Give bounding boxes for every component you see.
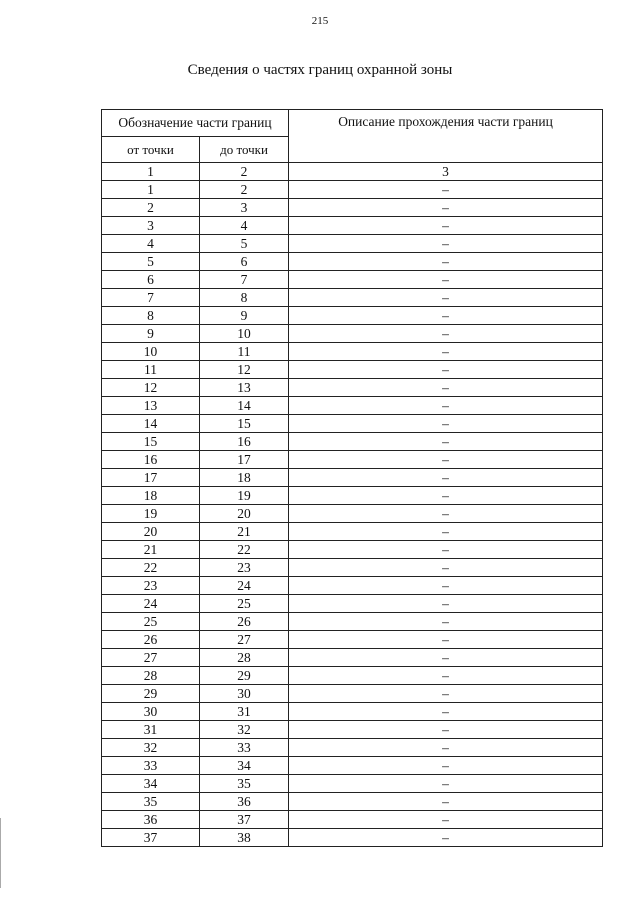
to-point-cell: 4 (200, 217, 289, 235)
description-cell: – (289, 289, 603, 307)
description-cell: – (289, 811, 603, 829)
table-row (102, 577, 603, 595)
header-from-point: от точки (102, 137, 200, 163)
table-row (102, 595, 603, 613)
from-point-cell: 6 (102, 271, 200, 289)
to-point-cell: 31 (200, 703, 289, 721)
to-point-cell: 35 (200, 775, 289, 793)
to-point-cell: 24 (200, 577, 289, 595)
description-cell: – (289, 307, 603, 325)
to-point-cell: 27 (200, 631, 289, 649)
table-row (102, 649, 603, 667)
from-point-cell: 29 (102, 685, 200, 703)
from-point-cell: 20 (102, 523, 200, 541)
description-cell: – (289, 343, 603, 361)
to-point-cell: 8 (200, 289, 289, 307)
to-point-cell: 16 (200, 433, 289, 451)
table-row (102, 379, 603, 397)
table-row (102, 613, 603, 631)
description-cell: – (289, 613, 603, 631)
from-point-cell: 11 (102, 361, 200, 379)
from-point-cell: 13 (102, 397, 200, 415)
description-cell: – (289, 667, 603, 685)
description-cell: – (289, 685, 603, 703)
from-point-cell: 28 (102, 667, 200, 685)
to-point-cell: 37 (200, 811, 289, 829)
table-row (102, 181, 603, 199)
from-point-cell: 25 (102, 613, 200, 631)
table-row (102, 361, 603, 379)
table-row (102, 703, 603, 721)
description-cell: – (289, 505, 603, 523)
to-point-cell: 34 (200, 757, 289, 775)
table-row (102, 775, 603, 793)
column-numbering-row (102, 163, 603, 181)
description-cell: – (289, 361, 603, 379)
table-row (102, 469, 603, 487)
table-row (102, 217, 603, 235)
from-point-cell: 35 (102, 793, 200, 811)
description-cell: – (289, 559, 603, 577)
to-point-cell: 10 (200, 325, 289, 343)
table-row (102, 811, 603, 829)
to-point-cell: 11 (200, 343, 289, 361)
table-row (102, 487, 603, 505)
from-point-cell: 18 (102, 487, 200, 505)
from-point-cell: 22 (102, 559, 200, 577)
to-point-cell: 36 (200, 793, 289, 811)
description-cell: – (289, 487, 603, 505)
page-number: 215 (311, 15, 329, 27)
table-row (102, 235, 603, 253)
boundary-parts-table (101, 109, 603, 847)
table-row (102, 505, 603, 523)
table-row (102, 289, 603, 307)
table-row (102, 415, 603, 433)
to-point-cell: 3 (200, 199, 289, 217)
description-cell: – (289, 397, 603, 415)
from-point-cell: 8 (102, 307, 200, 325)
from-point-cell: 36 (102, 811, 200, 829)
from-point-cell: 33 (102, 757, 200, 775)
from-point-cell: 15 (102, 433, 200, 451)
to-point-cell: 7 (200, 271, 289, 289)
to-point-cell: 15 (200, 415, 289, 433)
to-point-cell: 17 (200, 451, 289, 469)
description-cell: – (289, 541, 603, 559)
description-cell: – (289, 451, 603, 469)
description-cell: – (289, 703, 603, 721)
from-point-cell: 10 (102, 343, 200, 361)
description-cell: – (289, 775, 603, 793)
from-point-cell: 34 (102, 775, 200, 793)
table-row (102, 829, 603, 847)
to-point-cell: 23 (200, 559, 289, 577)
table-row (102, 667, 603, 685)
to-point-cell: 18 (200, 469, 289, 487)
from-point-cell: 2 (102, 199, 200, 217)
description-cell: – (289, 415, 603, 433)
description-cell: – (289, 757, 603, 775)
to-point-cell: 26 (200, 613, 289, 631)
table-row (102, 253, 603, 271)
from-point-cell: 9 (102, 325, 200, 343)
from-point-cell: 30 (102, 703, 200, 721)
header-boundary-description: Описание прохождения части границ (289, 110, 603, 163)
table-row (102, 343, 603, 361)
from-point-cell: 16 (102, 451, 200, 469)
to-point-cell: 28 (200, 649, 289, 667)
description-cell: – (289, 325, 603, 343)
table-row (102, 325, 603, 343)
to-point-cell: 9 (200, 307, 289, 325)
table-row (102, 631, 603, 649)
from-point-cell: 5 (102, 253, 200, 271)
description-cell: – (289, 253, 603, 271)
from-point-cell: 27 (102, 649, 200, 667)
from-point-cell: 3 (102, 217, 200, 235)
to-point-cell: 22 (200, 541, 289, 559)
from-point-cell: 1 (102, 181, 200, 199)
description-cell: – (289, 199, 603, 217)
table-row (102, 685, 603, 703)
to-point-cell: 2 (200, 181, 289, 199)
scan-edge-mark (0, 818, 1, 888)
from-point-cell: 37 (102, 829, 200, 847)
description-cell: – (289, 577, 603, 595)
from-point-cell: 24 (102, 595, 200, 613)
to-point-cell: 30 (200, 685, 289, 703)
description-cell: – (289, 739, 603, 757)
to-point-cell: 25 (200, 595, 289, 613)
to-point-cell: 20 (200, 505, 289, 523)
table-row (102, 307, 603, 325)
description-cell: – (289, 829, 603, 847)
from-point-cell: 21 (102, 541, 200, 559)
to-point-cell: 14 (200, 397, 289, 415)
table-row (102, 451, 603, 469)
table-row (102, 523, 603, 541)
table-row (102, 433, 603, 451)
from-point-cell: 14 (102, 415, 200, 433)
description-cell: – (289, 181, 603, 199)
to-point-cell: 5 (200, 235, 289, 253)
from-point-cell: 19 (102, 505, 200, 523)
from-point-cell: 12 (102, 379, 200, 397)
to-point-cell: 12 (200, 361, 289, 379)
table-row (102, 559, 603, 577)
document-title: Сведения о частях границ охранной зоны (187, 62, 453, 78)
description-cell: – (289, 631, 603, 649)
table-row (102, 739, 603, 757)
description-cell: – (289, 793, 603, 811)
from-point-cell: 31 (102, 721, 200, 739)
to-point-cell: 38 (200, 829, 289, 847)
table-row (102, 757, 603, 775)
description-cell: – (289, 235, 603, 253)
from-point-cell: 26 (102, 631, 200, 649)
table-row (102, 271, 603, 289)
table-row (102, 541, 603, 559)
to-point-cell: 29 (200, 667, 289, 685)
from-point-cell: 32 (102, 739, 200, 757)
table-row (102, 721, 603, 739)
description-cell: – (289, 469, 603, 487)
to-point-cell: 13 (200, 379, 289, 397)
to-point-cell: 33 (200, 739, 289, 757)
to-point-cell: 6 (200, 253, 289, 271)
description-cell: – (289, 595, 603, 613)
description-cell: – (289, 523, 603, 541)
to-point-cell: 32 (200, 721, 289, 739)
column-number: 3 (289, 163, 603, 181)
table-row (102, 793, 603, 811)
to-point-cell: 19 (200, 487, 289, 505)
description-cell: – (289, 379, 603, 397)
description-cell: – (289, 217, 603, 235)
column-number: 2 (200, 163, 289, 181)
column-number: 1 (102, 163, 200, 181)
header-boundary-part-designation: Обозначение части границ (102, 110, 289, 137)
from-point-cell: 4 (102, 235, 200, 253)
description-cell: – (289, 721, 603, 739)
table-row (102, 397, 603, 415)
from-point-cell: 23 (102, 577, 200, 595)
from-point-cell: 7 (102, 289, 200, 307)
from-point-cell: 17 (102, 469, 200, 487)
header-to-point: до точки (200, 137, 289, 163)
to-point-cell: 21 (200, 523, 289, 541)
description-cell: – (289, 433, 603, 451)
table-row (102, 199, 603, 217)
description-cell: – (289, 271, 603, 289)
description-cell: – (289, 649, 603, 667)
